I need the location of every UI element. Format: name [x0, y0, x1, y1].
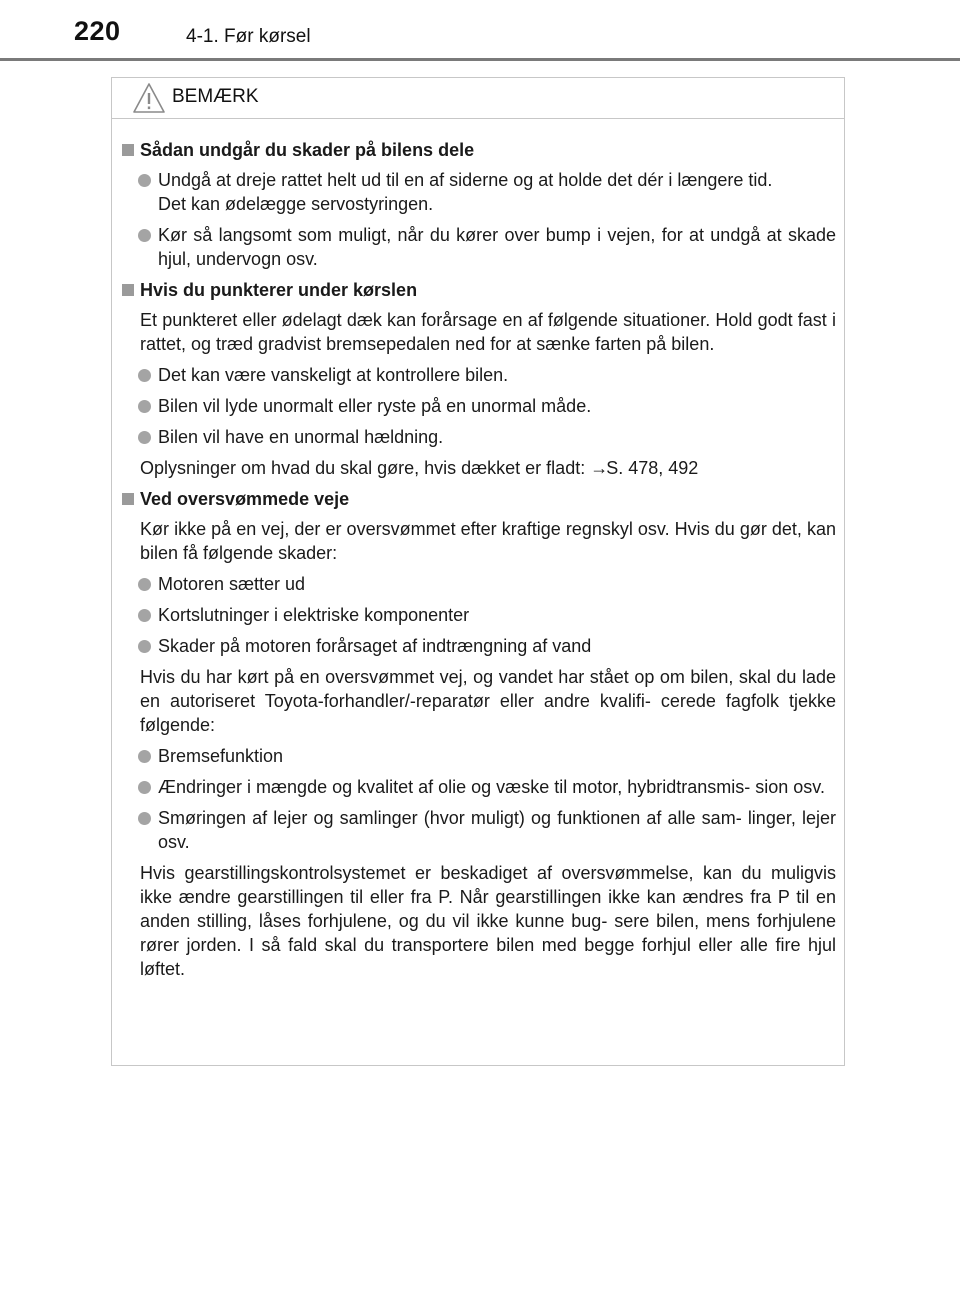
reference-arrow-icon: →: [590, 458, 609, 478]
list-item: Bilen vil lyde unormalt eller ryste på en unormal måde.: [118, 394, 836, 418]
notice-header: [112, 78, 844, 119]
list-item: Kortslutninger i elektriske komponenter: [118, 603, 836, 627]
square-bullet-icon: [122, 144, 134, 156]
bullet-dot-icon: [138, 578, 151, 591]
list-item: Bremsefunktion: [118, 744, 836, 768]
notice-body: [112, 138, 844, 988]
bullet-dot-icon: [138, 431, 151, 444]
bullet-dot-icon: [138, 369, 151, 382]
bullet-dot-icon: [138, 750, 151, 763]
notice-box: [111, 77, 845, 1066]
bullet-dot-icon: [138, 609, 151, 622]
square-bullet-icon: [122, 493, 134, 505]
list-item: Motoren sætter ud: [118, 572, 836, 596]
list-item: Det kan være vanskeligt at kontrollere bilen.: [118, 363, 836, 387]
bullet-dot-icon: [138, 812, 151, 825]
section-heading: Ved oversvømmede veje: [118, 487, 836, 511]
bullet-dot-icon: [138, 174, 151, 187]
bullet-dot-icon: [138, 400, 151, 413]
reference-paragraph: Oplysninger om hvad du skal gøre, hvis dækket er fladt: →S. 478, 492: [140, 458, 699, 478]
bullet-dot-icon: [138, 781, 151, 794]
section-heading: Sådan undgår du skader på bilens dele: [118, 138, 836, 162]
paragraph: Et punkteret eller ødelagt dæk kan forårsage en af følgende situationer. Hold godt fast i rattet, og træd gradvist bremsepedalen ned for at sænke farten på bilen.: [140, 310, 836, 354]
page-header: [0, 0, 960, 64]
square-bullet-icon: [122, 284, 134, 296]
list-item: Kør så langsomt som muligt, når du kører over bump i vejen, for at undgå at skade hjul, undervogn osv.: [118, 223, 836, 271]
page-number: 220: [74, 16, 121, 46]
section-heading: Hvis du punkterer under kørslen: [118, 278, 836, 302]
warning-triangle-icon: [132, 82, 166, 114]
paragraph: Hvis gearstillingskontrolsystemet er beskadiget af oversvømmelse, kan du muligvis ikke ændre gearstillingen til eller fra P. Når gearstillingen ikke kan ændres fra P til en anden stilling, låses forhjulene, og du vil ikke kunne bug- sere bilen, mens forhjulene rører jorden. I så fald skal du transportere bilen med begge forhjul eller alle fire hjul løftet.: [140, 863, 836, 979]
header-divider: [0, 58, 960, 61]
paragraph: Kør ikke på en vej, der er oversvømmet efter kraftige regnskyl osv. Hvis du gør det, kan bilen få følgende skader:: [140, 519, 836, 563]
list-item: Skader på motoren forårsaget af indtrængning af vand: [118, 634, 836, 658]
list-item: Smøringen af lejer og samlinger (hvor muligt) og funktionen af alle sam- linger, lejer osv.: [118, 806, 836, 854]
bullet-dot-icon: [138, 640, 151, 653]
paragraph: Hvis du har kørt på en oversvømmet vej, og vandet har stået op om bilen, skal du lade en autoriseret Toyota-forhandler/-reparatør eller andre kvalifi- cerede fagfolk tjekke følgende:: [140, 667, 836, 735]
bullet-dot-icon: [138, 229, 151, 242]
list-item: Bilen vil have en unormal hældning.: [118, 425, 836, 449]
list-item: Ændringer i mængde og kvalitet af olie og væske til motor, hybridtransmis- sion osv.: [118, 775, 836, 799]
notice-label: BEMÆRK: [172, 86, 259, 107]
list-item: Undgå at dreje rattet helt ud til en af siderne og at holde det dér i længere tid. Det kan ødelægge servostyringen.: [118, 168, 836, 216]
section-title: 4-1. Før kørsel: [186, 26, 311, 47]
page-reference-link[interactable]: S. 478, 492: [606, 458, 699, 478]
